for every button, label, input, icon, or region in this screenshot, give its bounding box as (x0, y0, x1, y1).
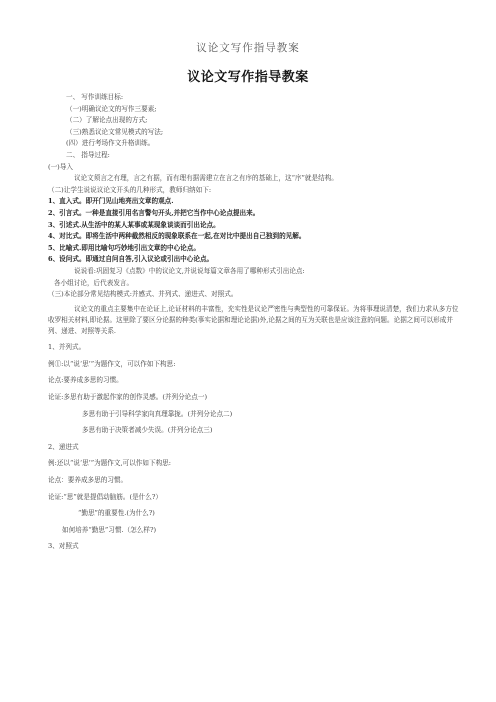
paragraph: 说说看:巩固复习《点数》中的议论文,并说说每篇文章各用了哪种形式引出论点: (74, 266, 305, 275)
list-item: 4、对比式。即将生活中两种截然相反的现象联系在一起,在对比中提出自己独到的见解。 (48, 232, 306, 241)
list-item: 5、比喻式.即用比喻句巧妙地引出文章的中心论点。 (48, 243, 200, 252)
subsection-heading: (一)导入 (48, 162, 73, 171)
list-item: (四）进行考场作文升格训练。 (66, 139, 155, 148)
paragraph: 各小组讨论，后代表发言。 (54, 278, 134, 287)
page-header-title: 议论文写作指导教案 (196, 42, 300, 54)
example-line: 论证:“思”就是提倡动脑筋。(是什么?） (48, 492, 162, 501)
example-line: 例①:以“说‘思’”为题作文，可以作如下构思: (48, 359, 176, 368)
example-line: 例:还以“说‘思’”为题作文,可以作如下构思: (48, 459, 171, 468)
paragraph: 议论文的重点主要集中在论证上,论证材料的丰富性，充实性是议论严密性与典型性的可靠保证。为将事理说清楚，我们力求从多方位收罗相关材料,即论据。这里除了要区分论据的种类(事实论据和理论论据)外,论据之间的互为关联也是应该注意的问题。论据之间可以形成并列、递进、对照等关系. (48, 304, 459, 336)
list-item: 3、对照式 (48, 542, 79, 551)
document-body (48, 92, 464, 553)
list-item: （二）了解论点出现的方式; (66, 116, 148, 125)
list-item: 2、引言式。一种是直接引用名言警句开头,并把它当作中心论点提出来。 (48, 208, 260, 217)
subsection-heading: （三)本论部分常见结构模式:并感式、并列式、递进式、对照式。 (48, 290, 238, 299)
section-heading: 二、 指导过程: (66, 150, 110, 159)
section-heading: 一、 写作训练目标: (66, 93, 124, 101)
list-item: （一)明确议论文的写作三要素; (66, 104, 157, 113)
example-line: 论点:要养成多思的习惯。 (48, 376, 123, 385)
subsection-heading: （二)让学生说说议论文开头的几种形式，教师归纳如下: (48, 185, 212, 194)
list-item: 1、并列式。 (48, 343, 86, 352)
list-item: （三)熟悉议论文常见模式的写法; (66, 127, 164, 136)
list-item: 1、直入式。即开门见山地亮出文章的观点. (48, 197, 174, 206)
example-line: 论点：要养成多思的习惯。 (48, 476, 128, 485)
list-item: 6、设问式。即通过自问自答,引入议论或引出中心论点。 (48, 255, 214, 264)
list-item: 2、递进式 (48, 442, 79, 451)
document-title: 议论文写作指导教案 (187, 70, 309, 85)
example-line: 如何培养“勤思”习惯.（怎么样?) (62, 525, 157, 534)
example-line: 多思有助于引导科学家向真理靠拢。(并列分论点二) (82, 409, 233, 418)
list-item: 3、引述式.从生活中的某人某事或某现象谈谈而引出论点。 (48, 220, 220, 229)
example-line: 多思有助于决策者减少失误。(并列分论点三) (82, 426, 213, 435)
example-line: “勤思”的重要性.(为什么?) (78, 509, 155, 518)
paragraph: 议论文须言之有理，言之有据，而有理有据需建立在言之有序的基础上，这“序”就是结构。 (74, 174, 338, 183)
example-line: 论证:多思有助于激起作家的创作灵感。(并列分论点一) (48, 393, 208, 402)
